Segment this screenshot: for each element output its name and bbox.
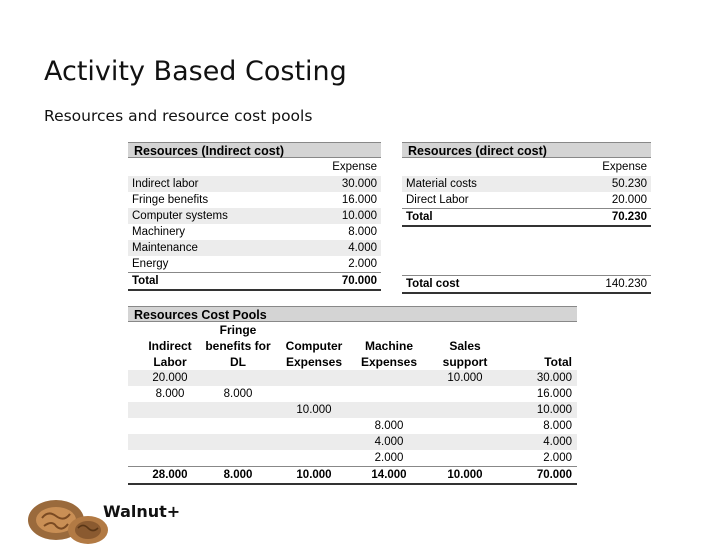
direct-row (402, 192, 651, 208)
indirect-row (128, 256, 381, 272)
pools-total-cell: 8.000 (223, 469, 253, 481)
pools-col-head: Fringe (219, 323, 257, 337)
grand-total-label: Total cost (406, 278, 460, 290)
pools-cell: 8.000 (155, 388, 185, 400)
indirect-row (128, 224, 381, 240)
indirect-row-label: Fringe benefits (132, 194, 209, 206)
slide-subtitle: Resources and resource cost pools (44, 107, 313, 125)
pools-col-head: Expenses (360, 355, 418, 369)
pools-cell: 8.000 (223, 388, 253, 400)
indirect-table-header: Resources (Indirect cost) (128, 142, 381, 158)
indirect-row-label: Indirect labor (132, 178, 199, 190)
direct-row-value: 20.000 (611, 194, 647, 206)
indirect-row (128, 208, 381, 224)
slide-title: Activity Based Costing (44, 56, 347, 87)
direct-row-label: Direct Labor (406, 194, 469, 206)
indirect-expense-col-label: Expense (332, 161, 377, 173)
pools-cell: 10.000 (536, 404, 572, 416)
pools-total-cell: 70.000 (536, 469, 572, 481)
indirect-row-value: 30.000 (341, 178, 377, 190)
pools-cell: 4.000 (374, 436, 404, 448)
indirect-row-value: 10.000 (341, 210, 377, 222)
pools-col-head: Sales (449, 339, 481, 353)
pools-col-head: Total (544, 355, 572, 369)
direct-total-label: Total (406, 211, 433, 223)
pools-row (128, 434, 577, 450)
direct-row (402, 176, 651, 192)
pools-column-headers (128, 322, 577, 370)
direct-rows (402, 176, 651, 208)
pools-cell: 16.000 (536, 388, 572, 400)
direct-total-value: 70.230 (611, 211, 647, 223)
indirect-row (128, 240, 381, 256)
indirect-row-value: 16.000 (341, 194, 377, 206)
pools-row (128, 402, 577, 418)
cost-pools-table (128, 306, 577, 485)
indirect-row-label: Maintenance (132, 242, 198, 254)
walnut-logo (18, 480, 114, 546)
pools-total-cell: 14.000 (371, 469, 407, 481)
indirect-row (128, 192, 381, 208)
indirect-row-value: 2.000 (348, 258, 377, 270)
pools-cell: 4.000 (543, 436, 572, 448)
pools-row (128, 370, 577, 386)
grand-total-row (402, 275, 651, 294)
pools-cell: 10.000 (296, 404, 332, 416)
pools-row (128, 418, 577, 434)
indirect-rows (128, 176, 381, 272)
pools-cell: 20.000 (152, 372, 188, 384)
pools-col-head: support (442, 355, 488, 369)
pools-row (128, 450, 577, 466)
pools-col-head: DL (230, 355, 246, 369)
indirect-total-row (128, 272, 381, 291)
pools-table-header: Resources Cost Pools (128, 306, 577, 322)
grand-total-value: 140.230 (605, 278, 647, 290)
pools-col-head: Expenses (285, 355, 343, 369)
indirect-total-value: 70.000 (341, 275, 377, 287)
pools-cell: 8.000 (543, 420, 572, 432)
direct-table-header: Resources (direct cost) (402, 142, 651, 158)
pools-total-cell: 10.000 (447, 469, 483, 481)
pools-cell: 10.000 (447, 372, 483, 384)
pools-total-row (128, 466, 577, 485)
pools-col-head: Computer (285, 339, 343, 353)
direct-cost-table (402, 142, 651, 294)
pools-col-head: benefits for (205, 339, 271, 353)
indirect-row-value: 8.000 (348, 226, 377, 238)
indirect-row-value: 4.000 (348, 242, 377, 254)
indirect-total-label: Total (132, 275, 159, 287)
indirect-cost-table (128, 142, 381, 291)
indirect-row (128, 176, 381, 192)
pools-rows (128, 370, 577, 466)
pools-col-head: Machine (364, 339, 413, 353)
indirect-row-label: Energy (132, 258, 169, 270)
brand-name: Walnut+ (103, 502, 181, 521)
direct-expense-col-label: Expense (602, 161, 647, 173)
pools-total-cell: 10.000 (296, 469, 332, 481)
pools-col-head: Indirect (148, 339, 192, 353)
indirect-row-label: Machinery (132, 226, 186, 238)
pools-total-cell: 28.000 (152, 469, 188, 481)
direct-row-value: 50.230 (611, 178, 647, 190)
pools-cell: 2.000 (543, 452, 572, 464)
pools-cell: 2.000 (374, 452, 404, 464)
pools-cell: 30.000 (536, 372, 572, 384)
pools-col-head: Labor (153, 355, 187, 369)
pools-cell: 8.000 (374, 420, 404, 432)
pools-row (128, 386, 577, 402)
direct-total-row (402, 208, 651, 227)
indirect-row-label: Computer systems (132, 210, 228, 222)
direct-row-label: Material costs (406, 178, 477, 190)
